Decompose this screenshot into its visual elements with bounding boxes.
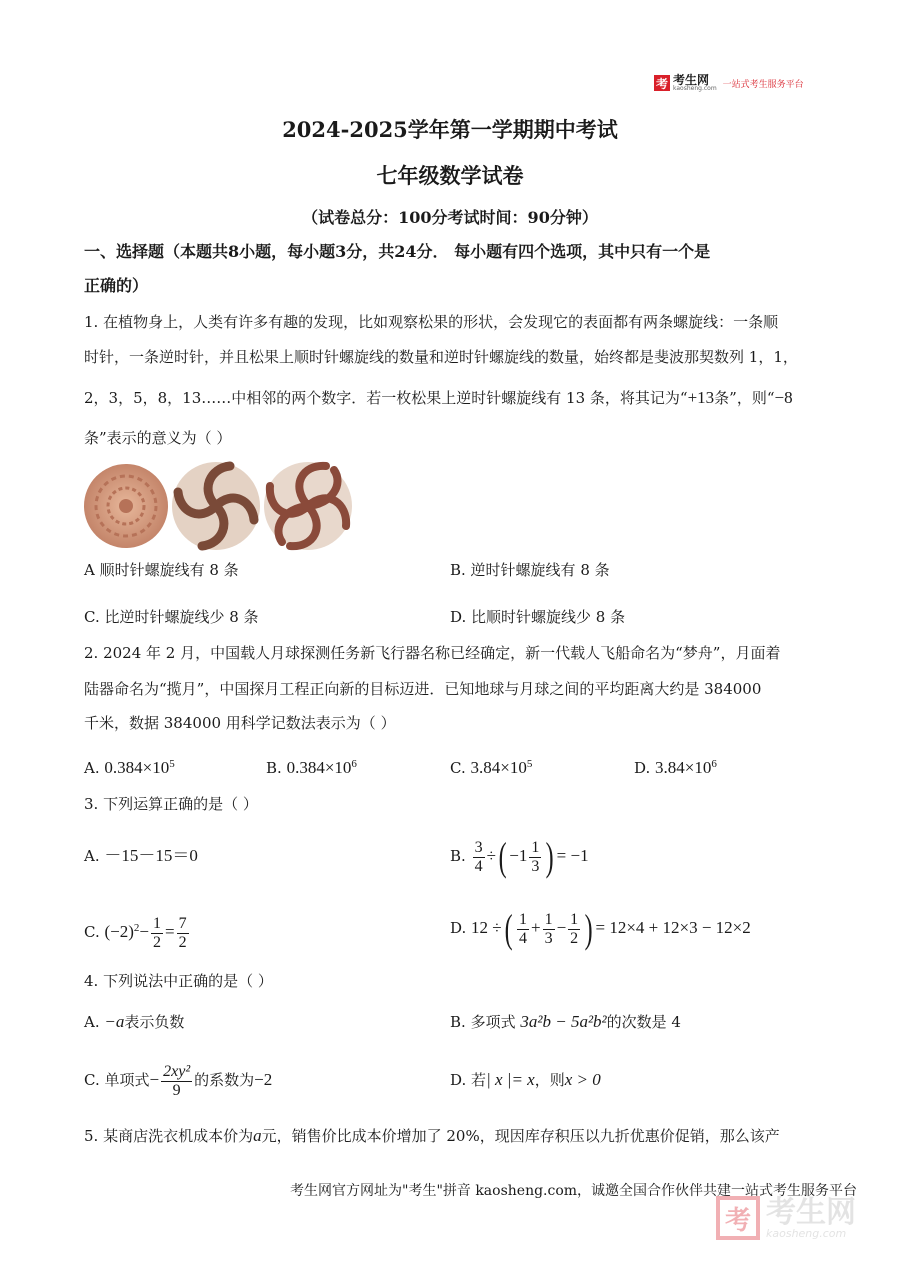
exam-title: 2024-2025学年第一学期期中考试 [282, 117, 618, 142]
right-paren: ) [584, 906, 593, 951]
option-label: B. [450, 847, 466, 865]
q2-stem-line1: 2. 2024 年 2 月，中国载人月球探测任务新飞行器名称已经确定，新一代载人飞船命名为“梦舟”，月面着 [84, 644, 781, 662]
q4-c-val: −2 [254, 1070, 273, 1089]
fraction [568, 911, 580, 948]
numerator: 3 [474, 838, 483, 856]
q1-option-b[interactable]: B. 逆时针螺旋线有 8 条 [450, 561, 610, 579]
q2-d-base: 3.84×10 [655, 758, 712, 777]
right-paren: ) [546, 834, 555, 879]
footer-text: 考生网官方网址为"考生"拼音 kaosheng.com，诚邀全国合作伙伴共建一站式考生服务平台 [290, 1183, 858, 1199]
q1-stem-line2: 时针，一条逆时针，并且松果上顺时针螺旋线的数量和逆时针螺旋线的数量，始终都是斐波那契数列 1，1， [84, 348, 798, 366]
q5-var-a: a [253, 1126, 262, 1145]
q2-b-exp: 6 [351, 758, 357, 770]
q4-stem: 4. 下列说法中正确的是（ ） [84, 972, 273, 990]
option-label: A. [84, 1013, 100, 1031]
q4-b-post: 的次数是 4 [606, 1013, 681, 1031]
fraction [161, 1063, 192, 1100]
q2-stem-line3: 千米，数据 384000 用科学记数法表示为（ ） [84, 714, 396, 732]
q2-c-base: 3.84×10 [470, 758, 527, 777]
logo-icon: 考 [655, 76, 668, 91]
q2-c-exp: 5 [526, 758, 533, 770]
header-logo [654, 72, 804, 94]
q4-b-pre: 多项式 [470, 1013, 516, 1031]
option-label: A. [84, 759, 100, 777]
pinecone-plain-image [84, 464, 168, 548]
q4-d-pre: 若 [471, 1071, 487, 1089]
fraction [529, 839, 541, 876]
q4-option-b[interactable] [450, 1012, 681, 1032]
q2-option-c[interactable] [450, 754, 532, 778]
q3-stem: 3. 下列运算正确的是（ ） [84, 795, 258, 813]
q3-option-a[interactable] [84, 846, 198, 866]
q5-text: 5. 某商店洗衣机成本价为 [84, 1127, 254, 1145]
logo-domain: kaosheng.com [673, 85, 717, 92]
q3-c-exp: 2 [133, 922, 140, 934]
fraction [473, 839, 485, 876]
pinecone-images [82, 460, 354, 552]
operator: − [139, 922, 150, 941]
q4-option-c[interactable] [84, 1056, 272, 1104]
q3-c-base: (−2) [104, 922, 134, 941]
operator: = [165, 922, 175, 941]
operator: − [149, 1070, 160, 1089]
q4-option-d[interactable] [450, 1070, 601, 1090]
q1-option-a[interactable]: A 顺时针螺旋线有 8 条 [84, 561, 239, 579]
fraction [517, 911, 529, 948]
q4-d-mid: ，则 [534, 1071, 565, 1089]
q3-d-pre: 12 ÷ [471, 918, 502, 937]
q5-stem-line1 [84, 1126, 780, 1146]
pinecone-spiral-light-image [172, 462, 260, 550]
mixed-whole: −1 [509, 846, 528, 865]
q3-a-expr: －15－15＝0 [104, 846, 198, 865]
numerator: 1 [518, 910, 527, 928]
fraction [177, 915, 189, 952]
q3-option-c[interactable] [84, 904, 191, 956]
q2-d-exp: 6 [711, 758, 717, 770]
exam-subtitle: 七年级数学试卷 [376, 163, 524, 188]
option-label: B. [450, 1013, 466, 1031]
q2-option-b[interactable] [266, 754, 357, 778]
option-label: D. [450, 1071, 467, 1089]
q1-plus13: +13 [687, 388, 715, 407]
q2-b-base: 0.384×10 [286, 758, 352, 777]
operator: ÷ [486, 846, 496, 865]
q1-stem-line1: 1. 在植物身上，人类有许多有趣的发现，比如观察松果的形状，会发现它的表面都有两条螺旋线：一条顺 [84, 313, 779, 331]
q4-a-expr: −a [104, 1012, 125, 1031]
fraction [151, 915, 163, 952]
q1-stem-line4: 条”表示的意义为（ ） [84, 429, 232, 447]
option-label: C. [450, 759, 466, 777]
q3-d-rest: = 12×4 + 12×3 − 12×2 [595, 918, 751, 937]
denominator: 4 [518, 929, 527, 947]
q1-text-2: 条”，则“ [714, 389, 775, 407]
option-label: D. [634, 759, 651, 777]
watermark [716, 1196, 856, 1240]
q2-a-base: 0.384×10 [104, 758, 170, 777]
q4-c-pre: 单项式 [104, 1071, 150, 1089]
q1-minus8: −8 [774, 388, 793, 407]
q5-text-2: 元，销售价比成本价增加了 20%，现因库存积压以九折优惠价促销，那么该产 [261, 1127, 780, 1145]
q3-option-b[interactable] [450, 832, 589, 880]
exam-info: （试卷总分：100分考试时间：90分钟） [302, 208, 598, 227]
denominator: 9 [172, 1081, 181, 1099]
numerator: 1 [570, 910, 579, 928]
logo-name: 考生网 [673, 73, 710, 87]
option-label: D. [450, 919, 467, 937]
q2-option-a[interactable] [84, 754, 175, 778]
q1-stem-line3 [84, 388, 793, 408]
denominator: 2 [153, 933, 162, 951]
numerator: 1 [531, 838, 540, 856]
numerator: 1 [544, 910, 553, 928]
q4-b-expr: 3a²b − 5a²b² [520, 1012, 607, 1031]
q4-a-text: 表示负数 [124, 1013, 185, 1031]
section-heading: 一、选择题（本题共8小题，每小题3分，共24分． 每小题有四个选项，其中只有一个是 [84, 242, 711, 261]
option-label: A. [84, 847, 100, 865]
q1-option-c[interactable]: C. 比逆时针螺旋线少 8 条 [84, 608, 259, 626]
q2-option-d[interactable] [634, 754, 717, 778]
denominator: 3 [531, 857, 540, 875]
left-paren: ( [498, 834, 507, 879]
logo-slogan: 一站式考生服务平台 [722, 79, 804, 90]
pinecone-spiral-dark-image [264, 462, 352, 550]
fraction [543, 911, 555, 948]
option-label: C. [84, 923, 100, 941]
q2-a-exp: 5 [169, 758, 175, 770]
numerator: 2xy² [163, 1062, 191, 1080]
numerator: 7 [178, 914, 187, 932]
left-paren: ( [504, 906, 513, 951]
denominator: 2 [178, 933, 187, 951]
section-heading-cont: 正确的） [84, 276, 149, 295]
operator: + [530, 918, 541, 937]
denominator: 2 [570, 929, 579, 947]
q1-option-d[interactable]: D. 比顺时针螺旋线少 8 条 [450, 608, 626, 626]
q1-text: 2，3，5，8，13……中相邻的两个数字．若一枚松果上逆时针螺旋线有 13 条，将其记为“ [84, 389, 688, 407]
q3-option-d[interactable] [450, 904, 751, 952]
watermark-icon: 考 [716, 1196, 760, 1240]
option-label: B. [266, 759, 282, 777]
q4-c-post: 的系数为 [194, 1071, 255, 1089]
q4-d-cond: | x |= x [486, 1070, 535, 1089]
q4-option-a[interactable] [84, 1012, 184, 1032]
q3-b-rest: = −1 [556, 846, 589, 865]
q4-d-res: x > 0 [564, 1070, 601, 1089]
q2-stem-line2: 陆器命名为“揽月”，中国探月工程正向新的目标迈进．已知地球与月球之间的平均距离大约是 384000 [84, 680, 762, 698]
denominator: 3 [544, 929, 553, 947]
operator: − [556, 918, 567, 937]
numerator: 1 [153, 914, 162, 932]
watermark-domain: kaosheng.com [766, 1226, 847, 1240]
watermark-name: 考生网 [766, 1194, 856, 1230]
option-label: C. [84, 1071, 100, 1089]
denominator: 4 [474, 857, 483, 875]
